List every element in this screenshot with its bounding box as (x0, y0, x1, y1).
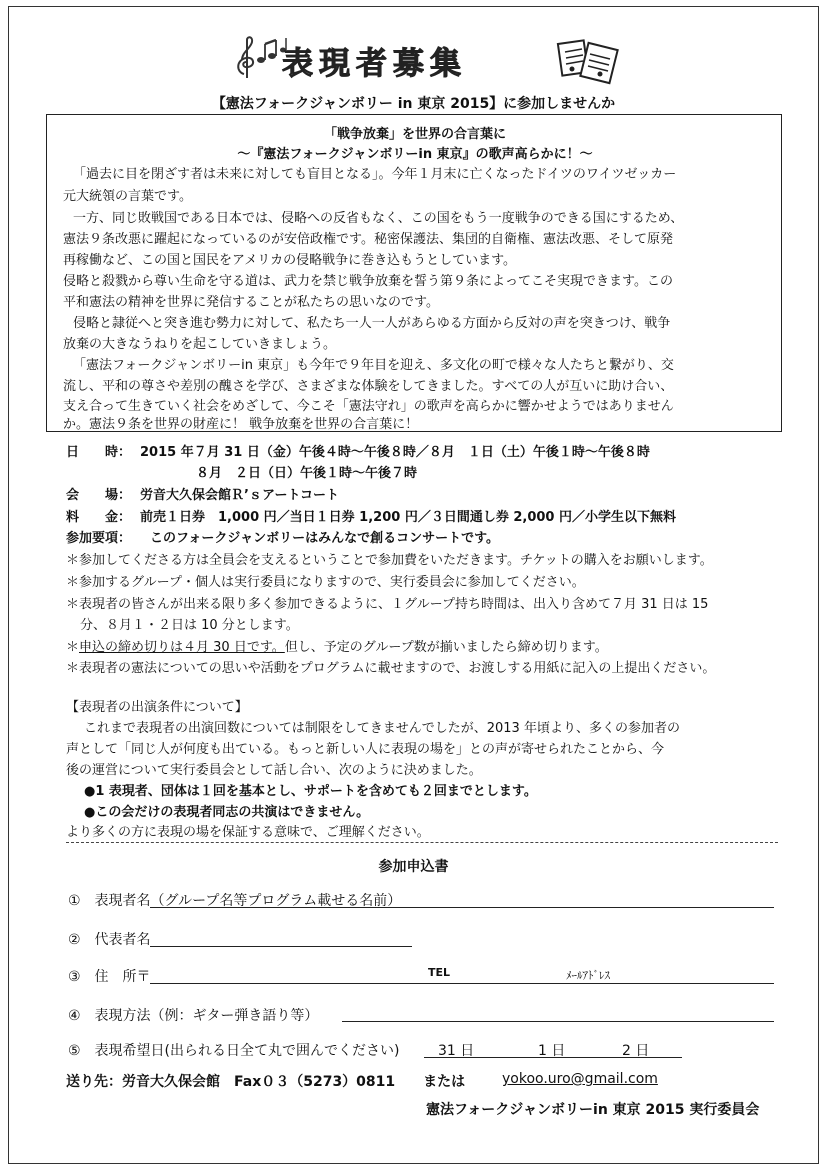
page-title: 表現者募集 (282, 46, 467, 82)
venue: 労音大久保会館Ｒ’ｓアートコート (140, 488, 340, 503)
message-line: 一方、同じ敗戦国である日本では、侵略への反省もなく、この国をもう一度戦争のできる国にするため、 (73, 211, 684, 226)
message-line: 流し、平和の尊さや差別の醜さを学び、さまざまな体験をしてきました。すべての人が互いに助け合い、 (63, 379, 674, 394)
form-performer-label: ① 表現者名（グループ名等プログラム載せる名前） (68, 893, 402, 909)
form-dates-label: ⑤ 表現希望日(出られる日全て丸で囲んでください) (68, 1043, 400, 1059)
message-title-2: ～『憲法フォークジャンボリーin 東京』の歌声高らかに！～ (237, 147, 593, 162)
message-box (46, 114, 782, 432)
music-notes-icon (232, 34, 288, 82)
message-line: 再稼働など、この国と国民をアメリカの侵略戦争に巻き込もうとしています。 (63, 253, 517, 268)
tel-label: TEL (428, 966, 451, 979)
venue-label: 会 場： (66, 488, 132, 503)
title-banner (0, 34, 827, 86)
rule-1: ●1 表現者、団体は１回を基本とし、サポートを含めても２回までとします。 (84, 784, 537, 799)
conditions-line: 後の運営について実行委員会として話し合い、次のように決めました。 (66, 763, 482, 778)
guide-text: このフォークジャンボリーはみんなで創るコンサートです。 (150, 531, 500, 546)
conditions-line: 声として「同じ人が何度も出ている。もっと新しい人に表現の場を」との声が寄せられたことから、今 (66, 742, 665, 757)
message-line: 「過去に目を閉ざす者は未来に対しても盲目となる」。今年１月末に亡くなったドイツのワイツゼッカー (73, 167, 677, 182)
conditions-heading: 【表現者の出演条件について】 (66, 700, 248, 715)
date-label: 日 時： (66, 445, 132, 460)
note-3a: ＊表現者の皆さんが出来る限り多く参加できるように、１グループ持ち時間は、出入り含めて７月 31 日は 15 (66, 597, 709, 612)
day-2-option[interactable]: 2 日 (622, 1043, 650, 1059)
form-title: 参加申込書 (378, 859, 449, 875)
conditions-closing: より多くの方に表現の場を保証する意味で、ご理解ください。 (66, 825, 430, 840)
note-1: ＊参加してくださる方は全員会を支えるということで参加費をいただきます。チケットの購入をお願いします。 (66, 553, 713, 568)
message-line: 侵略と殺戮から尊い生命を守る道は、武力を禁じ戦争放棄を誓う第９条によってこそ実現できます。この (63, 274, 673, 289)
date-line-1: 2015 年７月 31 日（金）午後４時～午後８時／８月 １日（土）午後１時～午後８時 (140, 445, 650, 460)
address-field[interactable] (150, 983, 774, 984)
message-line: 放棄の大きなうねりを起こしていきましょう。 (63, 337, 337, 352)
message-line: 憲法９条改悪に躍起になっているのが安倍政権です。秘密保護法、集団的自衛権、憲法改悪、そして原発 (63, 232, 673, 247)
form-representative-label: ② 代表者名 (68, 932, 151, 948)
conditions-line: これまで表現者の出演回数については制限をしてきませんでしたが、2013 年頃より、多くの参加者の (84, 721, 680, 736)
songbook-icon (556, 36, 622, 86)
date-line-2: ８月 ２日（日）午後１時～午後７時 (196, 466, 418, 481)
note-5: ＊表現者の憲法についての思いや活動をプログラムに載せますので、お渡しする用紙に記入の上提出ください。 (66, 661, 716, 676)
note-4-star: ＊ (66, 640, 80, 655)
dates-field-line (424, 1057, 682, 1058)
method-field[interactable] (342, 1021, 774, 1022)
day-31-option[interactable]: 31 日 (438, 1043, 475, 1059)
message-line: 支え合って生きていく社会をめざして、今こそ「憲法守れ」の歌声を高らかに響かせようではありません (63, 399, 674, 414)
note-4-rest: 但し、予定のグループ数が揃いましたら締め切ります。 (284, 640, 608, 655)
contact-email[interactable]: yokoo.uro@gmail.com (502, 1071, 658, 1087)
form-address-label: ③ 住 所〒 (68, 969, 151, 985)
representative-field[interactable] (150, 946, 412, 947)
message-line: 元大統領の言葉です。 (63, 189, 192, 204)
event-subtitle: 【憲法フォークジャンボリー in 東京 2015】に参加しませんか (211, 96, 616, 112)
organizer: 憲法フォークジャンボリーin 東京 2015 実行委員会 (426, 1102, 760, 1118)
message-line: 平和憲法の精神を世界に発信することが私たちの思いなのです。 (63, 295, 439, 310)
email-label: ﾒｰﾙｱﾄﾞﾚｽ (566, 969, 610, 982)
message-title-1: 「戦争放棄」を世界の合言葉に (323, 127, 506, 142)
message-line: 「憲法フォークジャンボリーin 東京」も今年で９年目を迎え、多文化の町で様々な人たちと繋がり、交 (73, 358, 674, 373)
fee: 前売１日券 1,000 円／当日１日券 1,200 円／３日間通し券 2,000 円／小学生以下無料 (140, 510, 676, 525)
note-3b: 分、８月１・２日は 10 分とします。 (80, 618, 299, 633)
cut-line (66, 842, 778, 843)
form-method-label: ④ 表現方法（例：ギター弾き語り等） (68, 1008, 319, 1024)
deadline-text: 申込の締め切りは４月 30 日です。 (79, 640, 285, 655)
send-to: 送り先：労音大久保会館 Fax０３（5273）0811 または (66, 1074, 466, 1090)
message-line: か。憲法９条を世界の財産に！ 戦争放棄を世界の合言葉に！ (63, 417, 419, 432)
fee-label: 料 金： (66, 510, 132, 525)
rule-2: ●この会だけの表現者同志の共演はできません。 (84, 805, 370, 820)
performer-name-field[interactable] (150, 907, 774, 908)
day-1-option[interactable]: 1 日 (538, 1043, 566, 1059)
note-2: ＊参加するグループ・個人は実行委員になりますので、実行委員会に参加してください。 (66, 575, 585, 590)
message-line: 侵略と隷従へと突き進む勢力に対して、私たち一人一人があらゆる方面から反対の声を突きつけ、戦争 (73, 316, 671, 331)
guide-label: 参加要項： (66, 531, 132, 546)
note-4 (66, 636, 608, 655)
